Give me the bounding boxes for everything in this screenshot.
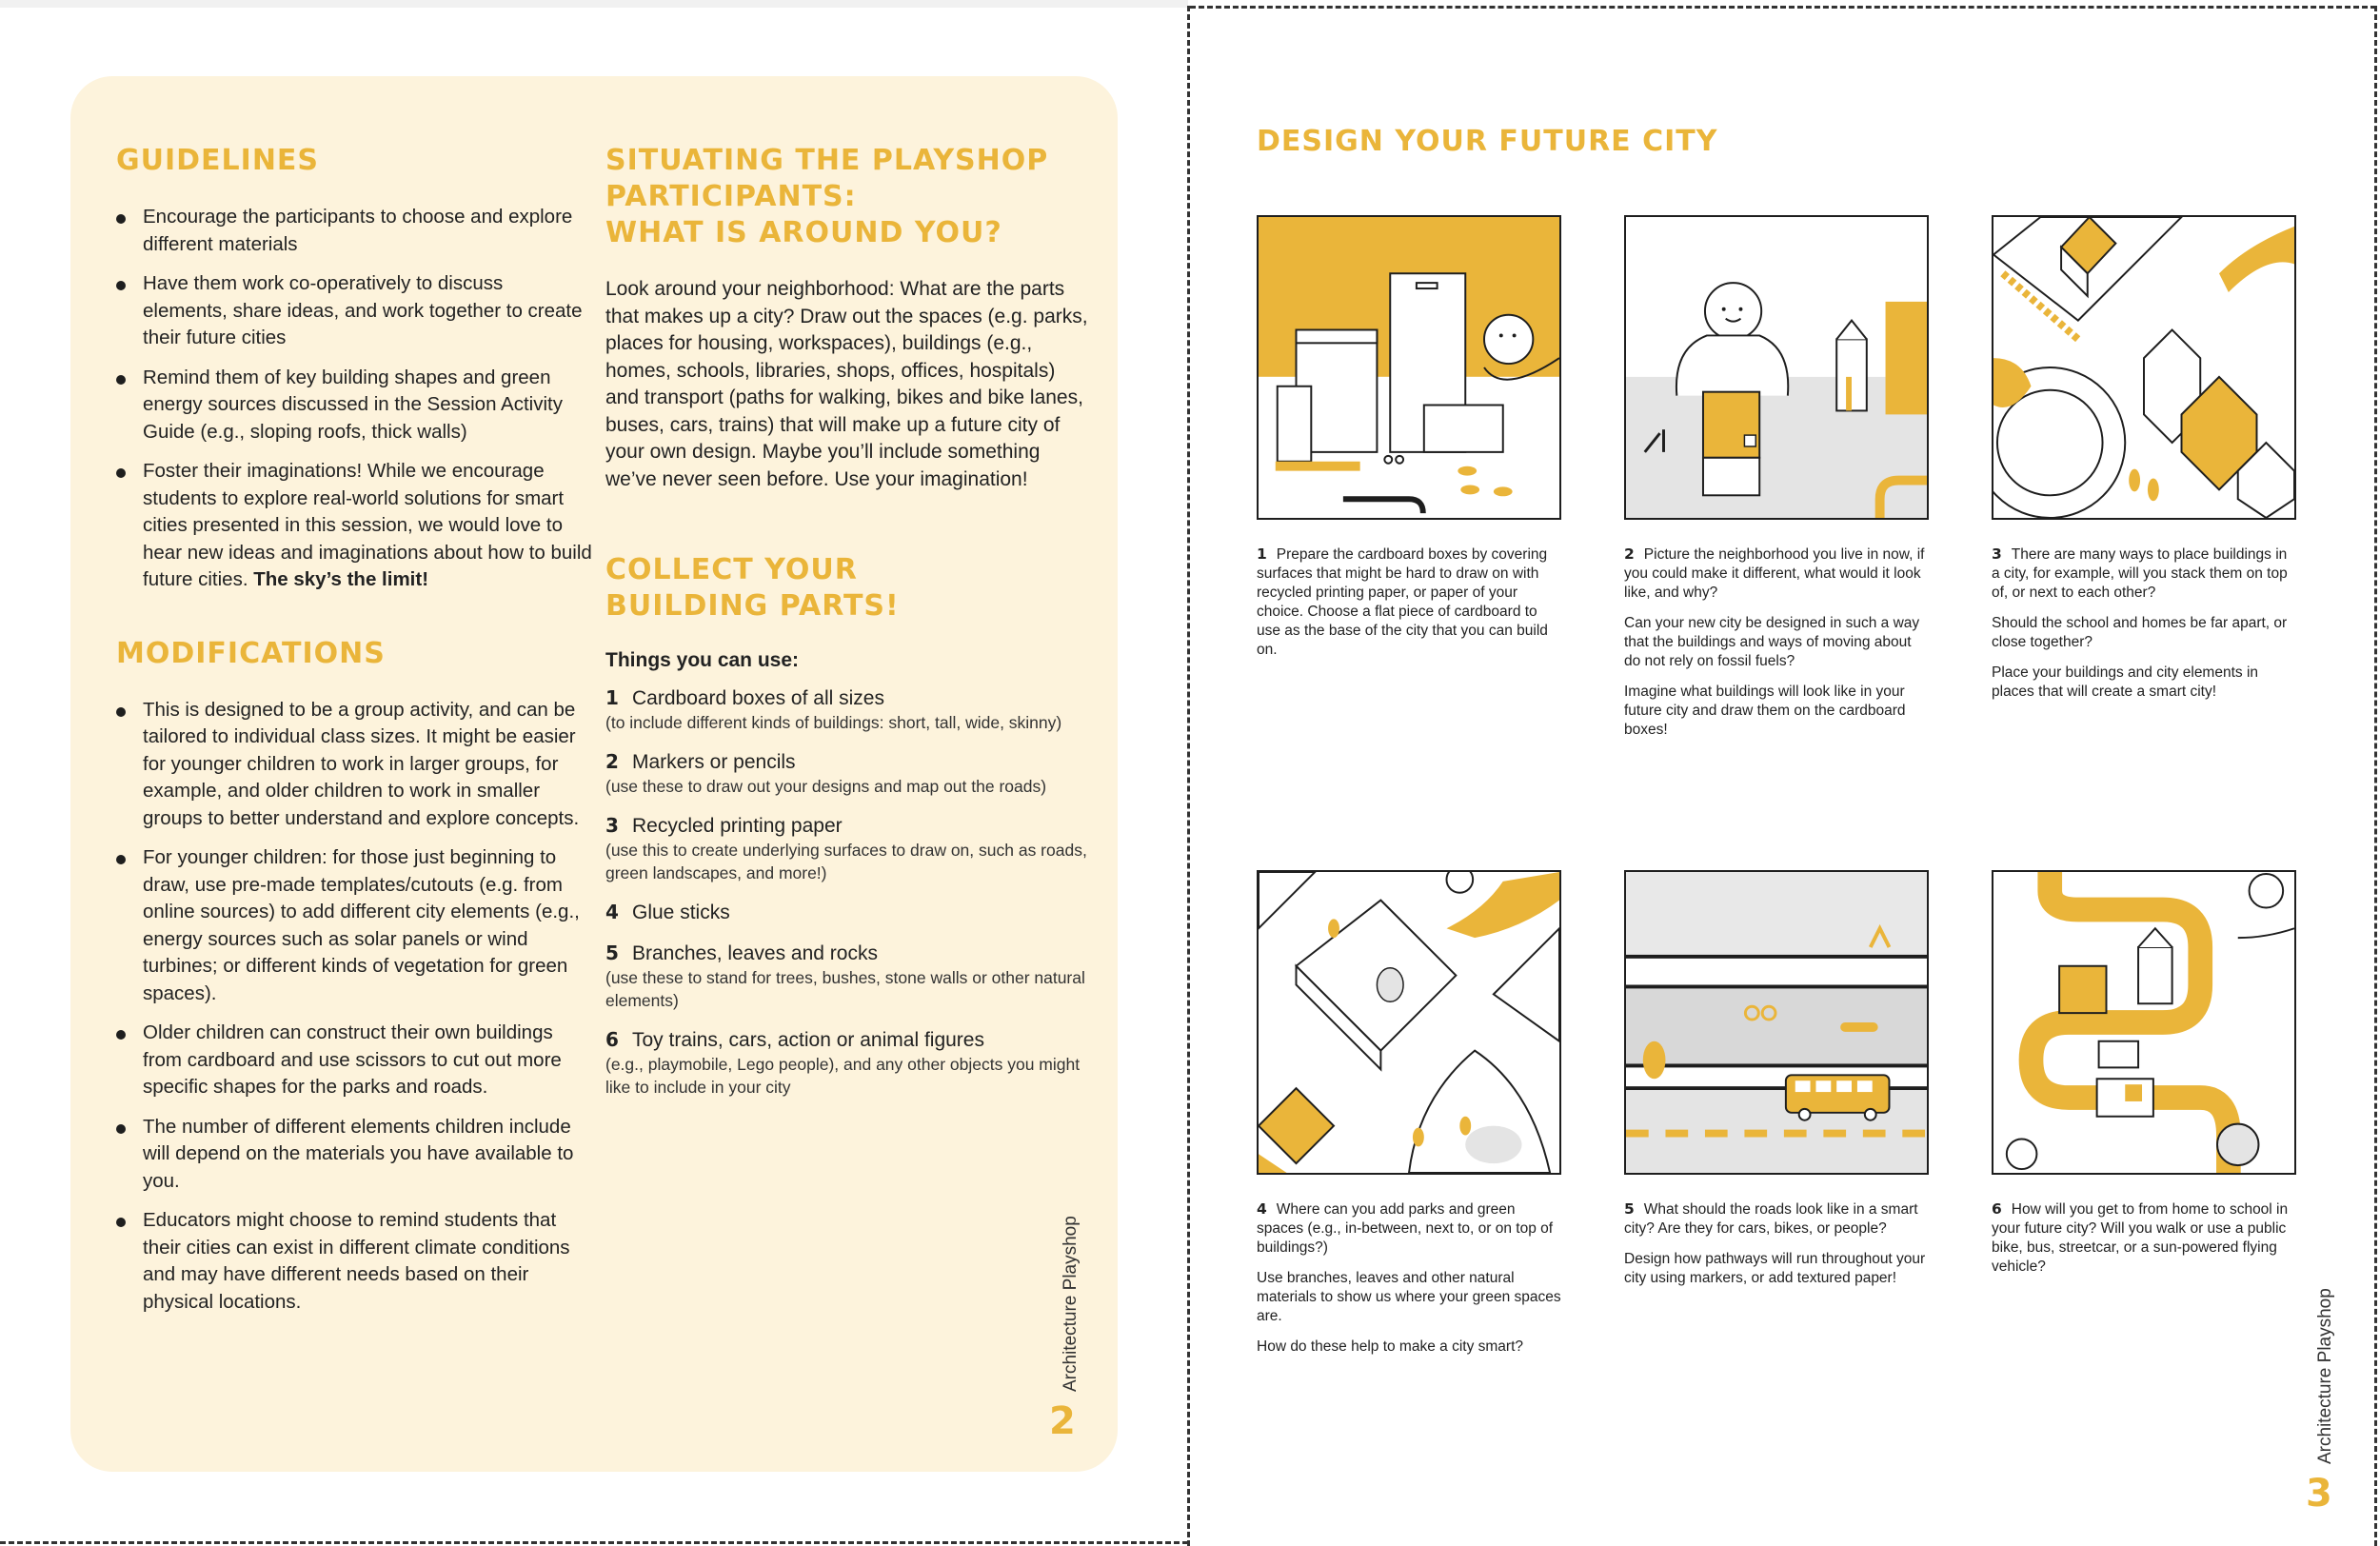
material-item: 1 Cardboard boxes of all sizes (to include different kinds of buildings: short, tall, wide, skinny): [605, 686, 1062, 732]
step-card-2: [1624, 215, 1929, 751]
situating-heading: SITUATING THE PLAYSHOP PARTICIPANTS: WHAT IS AROUND YOU?: [605, 144, 1049, 249]
list-item: The number of different elements children include will depend on the materials you have available to you.: [116, 1114, 592, 1196]
modifications-list: [116, 697, 592, 1317]
step-card-6: [1992, 870, 2296, 1288]
bottom-cut-line: [0, 1541, 1188, 1544]
step-caption-5: 5 What should the roads look like in a smart city? Are they for cars, bikes, or people? Design how pathways will run throughout your city using markers, or add textured paper!: [1624, 1200, 1926, 1286]
list-item: Educators might choose to remind students that their cities can exist in different climate conditions and may have different needs based on their physical locations.: [116, 1207, 592, 1316]
left-page-number: 2: [1049, 1399, 1076, 1443]
step-card-4: [1257, 870, 1561, 1368]
right-page-number: 3: [2306, 1472, 2332, 1516]
list-item: Encourage the participants to choose and explore different materials: [116, 204, 592, 258]
list-item: Foster their imaginations! While we encourage students to explore real-world solutions for smart cities presented in this session, we would love to hear new ideas and imaginations about how to build future cities. The sky’s the limit!: [116, 458, 592, 594]
bullet-icon: [116, 855, 126, 864]
materials-list: [605, 685, 1091, 1099]
right-column: [605, 143, 1091, 1114]
route-home-school-illustration: [1992, 870, 2296, 1175]
left-side-label: Architecture Playshop: [1061, 1216, 1081, 1392]
guidelines-heading: GUIDELINES: [116, 144, 320, 177]
list-item: Older children can construct their own buildings from cardboard and use scissors to cut out more specific shapes for the parks and roads.: [116, 1020, 592, 1101]
material-item: 5 Branches, leaves and rocks (use these to stand for trees, bushes, stone walls or other natural elements): [605, 941, 1085, 1010]
top-cut-line: [1190, 6, 2376, 9]
page-divider: [1187, 6, 1190, 1546]
placing-buildings-illustration: [1992, 215, 2296, 520]
material-item: 4 Glue sticks: [605, 901, 730, 923]
right-side-label: Architecture Playshop: [2315, 1288, 2335, 1464]
modifications-heading: MODIFICATIONS: [116, 636, 386, 670]
situating-body: Look around your neighborhood: What are the parts that makes up a city? Draw out the spaces (e.g. parks, places for housing, workspaces), buildings (e.g., homes, schools, libraries, shops, offices, hospitals) and transport (paths for walking, bikes and bike lanes, buses, cars, trains) that will make up a future city of your own design. Maybe you’ll include something we’ve never seen before. Use your imagination!: [605, 278, 1088, 490]
step-caption-1: 1 Prepare the cardboard boxes by covering surfaces that might be hard to draw on with recycled printing paper, or paper of your choice. Choose a flat piece of cardboard to use as the base of the city that you can build on.: [1257, 545, 1548, 658]
right-cut-line: [2374, 6, 2377, 1546]
material-item: 3 Recycled printing paper (use this to create underlying surfaces to draw on, such as roads, green landscapes, and more!): [605, 814, 1087, 882]
cardboard-boxes-illustration: [1257, 215, 1561, 520]
list-item: This is designed to be a group activity, and can be tailored to individual class sizes. It might be easier for younger children to work in larger groups, for example, and older children to work in smaller groups to better understand and explore concepts.: [116, 697, 592, 833]
bullet-icon: [116, 375, 126, 385]
top-edge: [0, 0, 1188, 8]
parks-green-spaces-illustration: [1257, 870, 1561, 1175]
material-item: 2 Markers or pencils (use these to draw out your designs and map out the roads): [605, 750, 1047, 796]
bullet-icon: [116, 281, 126, 290]
things-subhead: Things you can use:: [605, 649, 800, 671]
collect-heading: COLLECT YOUR BUILDING PARTS!: [605, 553, 900, 623]
bullet-icon: [116, 1218, 126, 1227]
step-caption-6: 6 How will you get to from home to school in your future city? Will you walk or use a public bike, bus, streetcar, or a sun-powered flying vehicle?: [1992, 1200, 2289, 1275]
list-item: For younger children: for those just beginning to draw, use pre-made templates/cutouts (e.g. from online sources) to add different city elements (e.g., energy sources such as solar panels or wind turbines; or different kinds of vegetation for green spaces).: [116, 844, 592, 1007]
left-column: [116, 143, 592, 1328]
bullet-icon: [116, 214, 126, 224]
step-card-5: [1624, 870, 1929, 1299]
step-caption-3: 3 There are many ways to place buildings in a city, for example, will you stack them on top of, or next to each other? Should the school and homes be far apart, or close together? Place your buildings and city elements in places that will create a smart city!: [1992, 545, 2288, 700]
drawing-on-box-illustration: [1624, 215, 1929, 520]
step-caption-2: 2 Picture the neighborhood you live in now, if you could make it different, what would it look like, and why? Can your new city be designed in such a way that the buildings and ways of moving about do not rely on fossil fuels? Imagine what buildings will look like in your future city and draw them on the cardboard boxes!: [1624, 545, 1925, 738]
step-card-3: [1992, 215, 2296, 713]
bullet-icon: [116, 1124, 126, 1134]
step-caption-4: 4 Where can you add parks and green spaces (e.g., in-between, next to, or on top of buildings?) Use branches, leaves and other natural materials to show us where your green spaces are. How do these help to make a city smart?: [1257, 1200, 1561, 1355]
list-item: Remind them of key building shapes and green energy sources discussed in the Session Activity Guide (e.g., sloping roofs, thick walls): [116, 365, 592, 446]
bullet-icon: [116, 468, 126, 478]
list-item: Have them work co-operatively to discuss elements, share ideas, and work together to create their future cities: [116, 270, 592, 352]
bullet-icon: [116, 707, 126, 717]
guidelines-list: [116, 204, 592, 594]
material-item: 6 Toy trains, cars, action or animal figures (e.g., playmobile, Lego people), and any other objects you might like to include in your city: [605, 1028, 1081, 1097]
bullet-icon: [116, 1030, 126, 1040]
right-page-title: DESIGN YOUR FUTURE CITY: [1257, 125, 1718, 158]
roads-pathways-illustration: [1624, 870, 1929, 1175]
step-card-1: [1257, 215, 1561, 671]
